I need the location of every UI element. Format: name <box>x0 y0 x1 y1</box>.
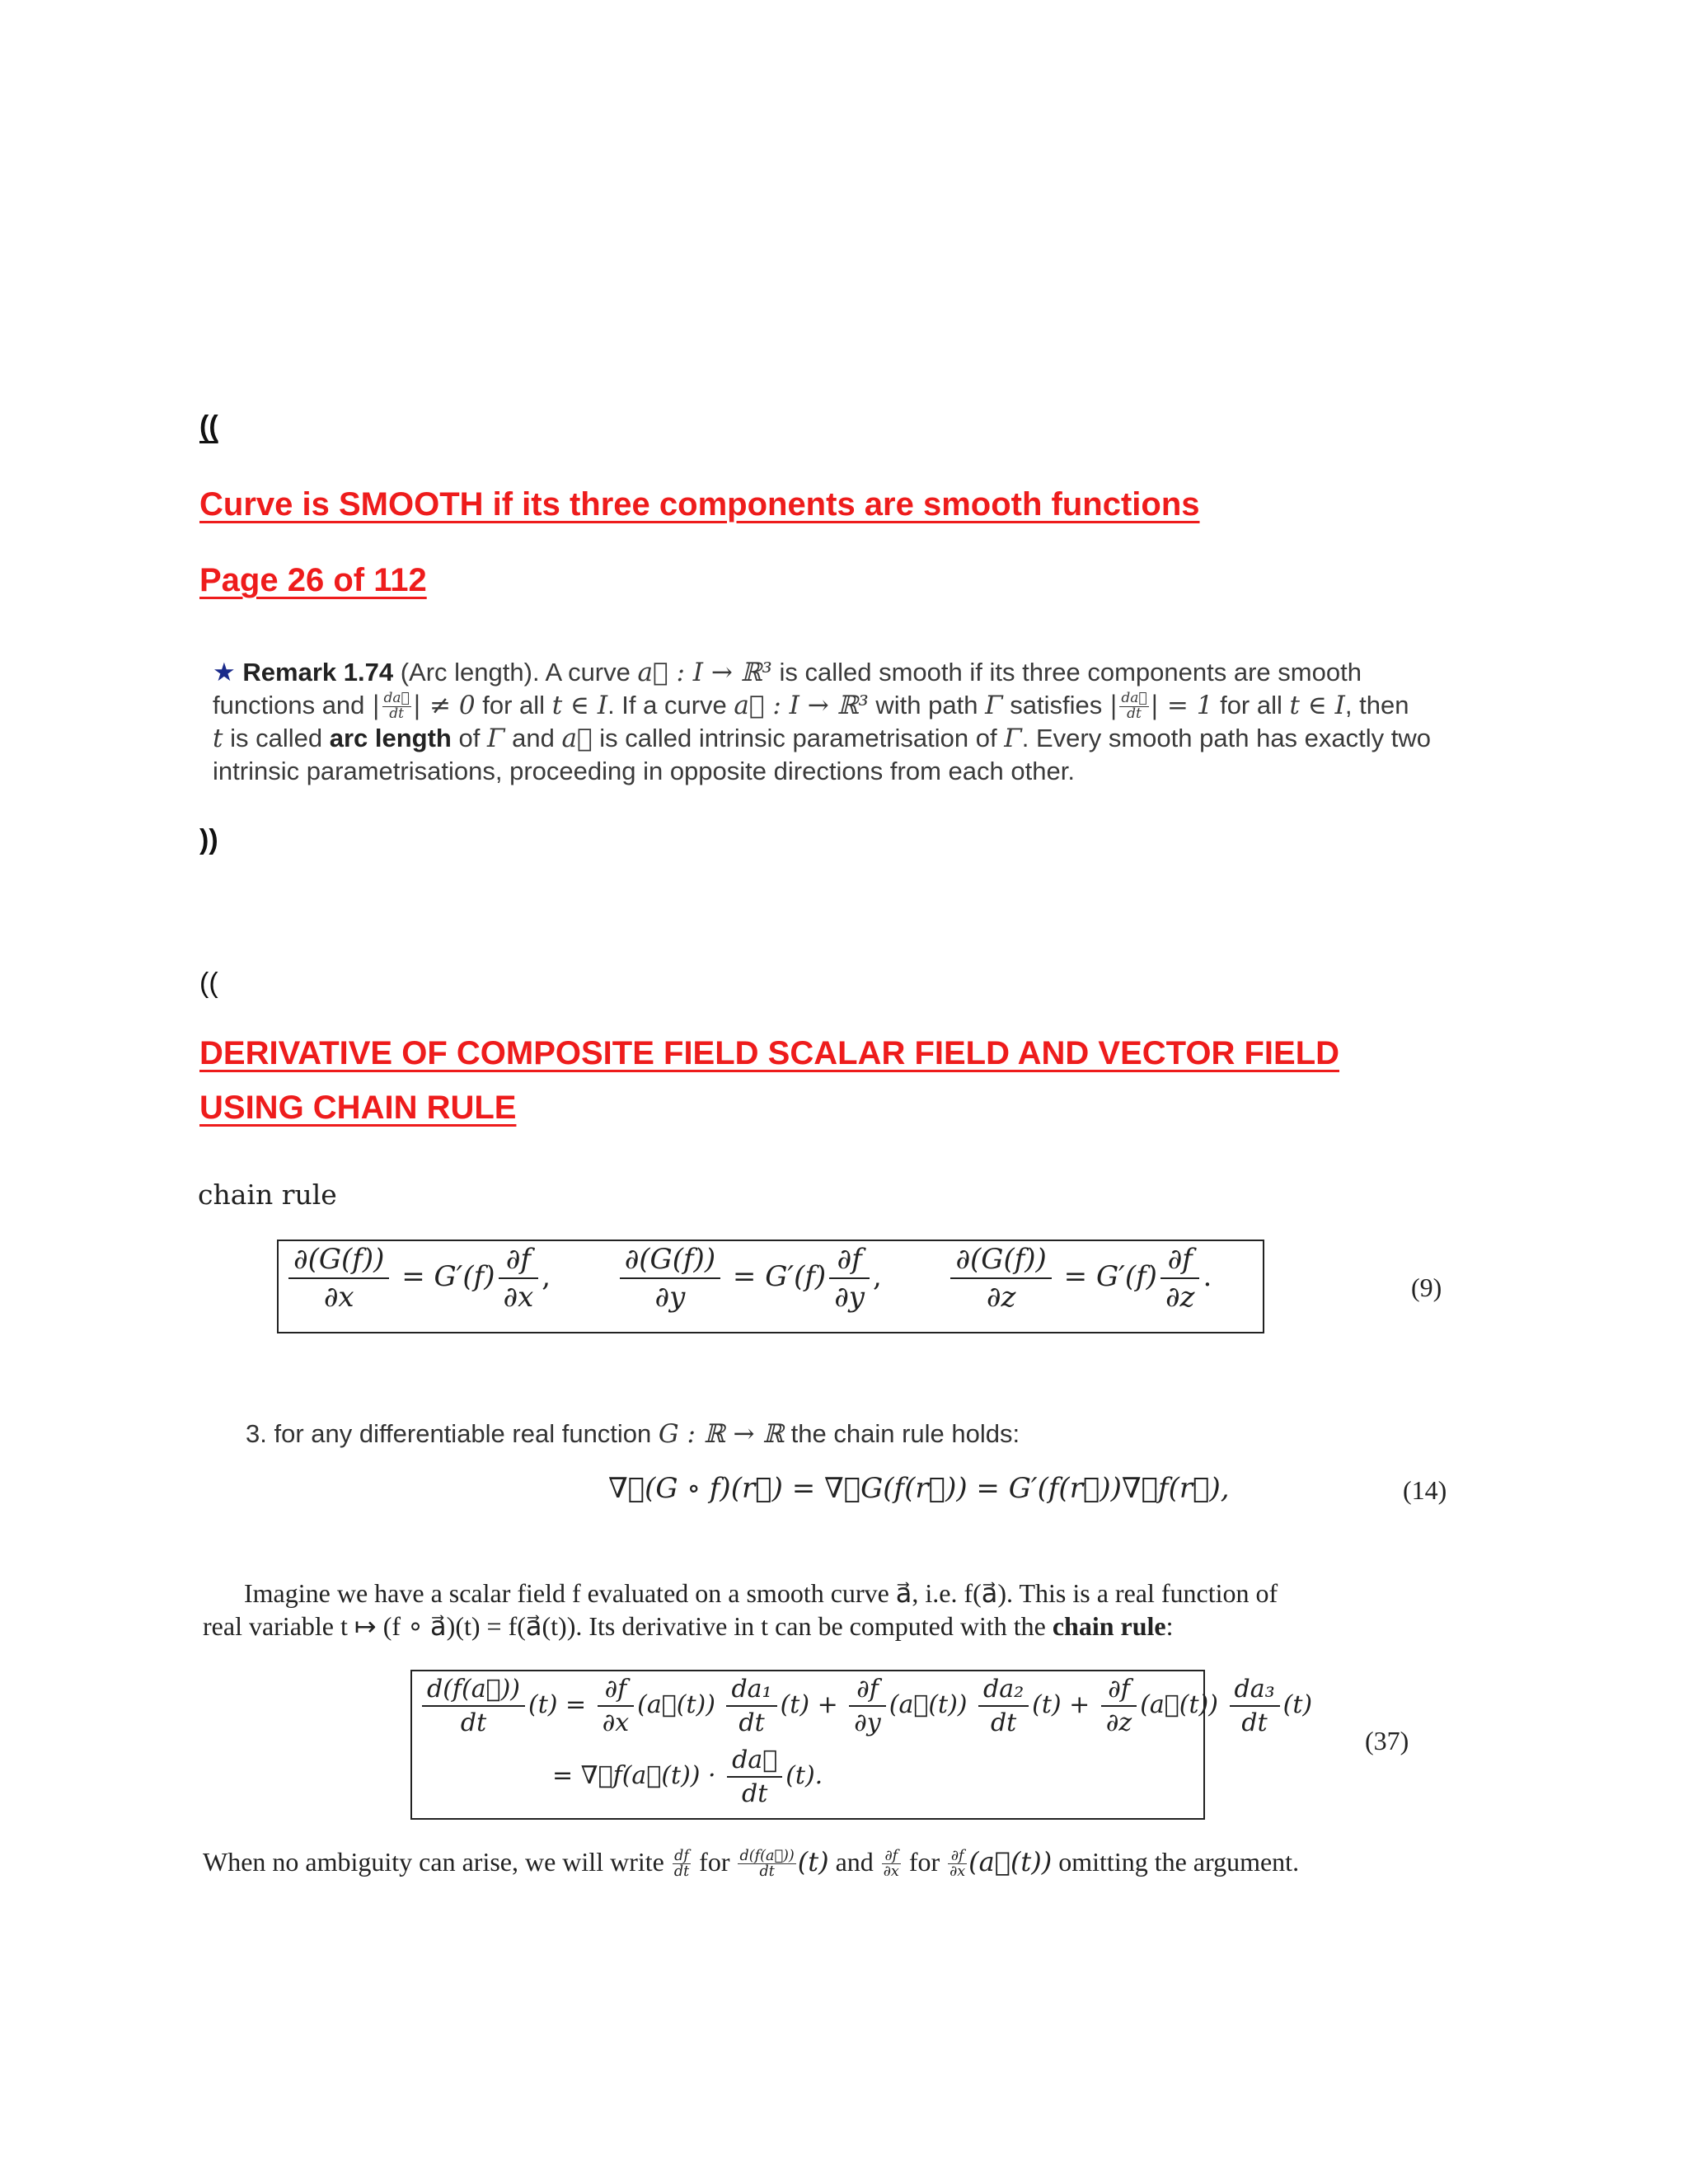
remark-t12: and <box>512 724 555 752</box>
math-gamma-2: Γ <box>486 724 505 753</box>
final-e: omitting the argument. <box>1058 1847 1300 1877</box>
remark-t10: is called <box>230 724 323 752</box>
equation-37-number: (37) <box>1365 1726 1409 1755</box>
remark-t2: is called smooth if its three components are smooth <box>779 658 1362 687</box>
math-t-in-i-2: t ∈ I <box>1289 691 1345 720</box>
remark-t14: . Every smooth path has exactly two <box>1021 724 1432 752</box>
final-d: for <box>908 1847 940 1877</box>
remark-line-3 <box>213 722 1482 755</box>
chain-rule-label: chain rule <box>198 1179 337 1211</box>
heading-derivative-composite: DERIVATIVE OF COMPOSITE FIELD SCALAR FIELD AND VECTOR FIELD <box>199 1035 1340 1071</box>
math-curve-map: a⃗ : I → ℝ³ <box>637 658 772 687</box>
math-nonzero-derivative: | $\frac{da⃗}{dt}$ | ≠ 0 <box>372 690 476 722</box>
imagine-line-2a: real variable t ↦ (f ∘ a⃗)(t) = f(a⃗(t)). Its derivative in t can be computed with the <box>203 1611 1046 1641</box>
final-a: When no ambiguity can arise, we will write <box>203 1847 664 1877</box>
math-t-in-i: t ∈ I <box>551 691 608 720</box>
item-3-text-b: the chain rule holds: <box>790 1419 1020 1448</box>
math-a-vec: a⃗ <box>561 724 593 753</box>
remark-label: Remark 1.74 <box>242 658 394 687</box>
imagine-chain-rule: chain rule <box>1052 1611 1166 1641</box>
equation-37-line-1: $\frac{d(f(a⃗))}{dt}$ (t) = $\frac{\partial f}{\partial x}$ (a⃗(t)) $\frac{\text{da₁}}{dt}$ (t) + $\frac{\partial f}{\partial y}$ (a⃗(t)) $\frac{\text{da₂}}{dt}$ (t) + $\frac{\partial f}{\partial z}$ (a⃗(t)) $\frac{\text{da₃}}{dt}$ (t) <box>419 1675 1312 1737</box>
remark-t5: . If a curve <box>607 691 727 719</box>
item-3-text <box>246 1419 1020 1449</box>
open-paren-1: (( <box>199 410 218 442</box>
remark-1-74 <box>213 656 1482 788</box>
remark-line-1 <box>213 656 1482 689</box>
remark-line-2 <box>213 689 1482 722</box>
heading-smooth-curve: Curve is SMOOTH if its three components are smooth functions <box>199 486 1200 523</box>
open-paren-2: (( <box>199 968 218 999</box>
remark-t3: functions and <box>213 691 365 719</box>
math-partial-f: $\frac{\partial f}{\partial x}$ <box>883 1847 899 1880</box>
math-gamma: Γ <box>985 691 1003 720</box>
math-dfa-dt: $\frac{d(f(a⃗))}{dt}$ (t) <box>739 1846 829 1880</box>
remark-t8: for all <box>1220 691 1282 719</box>
remark-arc-length: arc length <box>329 724 452 752</box>
heading-chain-rule: USING CHAIN RULE <box>199 1090 517 1126</box>
close-paren-1: )) <box>199 824 218 855</box>
math-gamma-3: Γ <box>1004 724 1022 753</box>
imagine-line-2 <box>203 1610 1174 1642</box>
math-partial-f-at: $\frac{\partial f}{\partial x}$ (a⃗(t)) <box>950 1846 1053 1880</box>
remark-t11: of <box>458 724 481 752</box>
remark-t7: satisfies <box>1010 691 1103 719</box>
final-b: for <box>699 1847 730 1877</box>
final-line <box>203 1846 1299 1879</box>
star-icon: ★ <box>213 658 236 687</box>
math-g-r-to-r: G : ℝ → ℝ <box>658 1419 785 1449</box>
remark-t13: is called intrinsic parametrisation of <box>599 724 997 752</box>
remark-t6: with path <box>875 691 978 719</box>
equation-9: $\frac{\partial(G(f))}{\partial x}$ = G′(f) $\frac{\partial f}{\partial x}$ , $\frac{\partial(G(f))}{\partial y}$ = G′(f) $\frac{\partial f}{\partial y}$ , $\frac{\partial(G(f))}{\partial z}$ = G′(f) $\frac{\partial f}{\partial z}$ . <box>285 1243 1212 1314</box>
remark-line-4: intrinsic parametrisations, proceeding in opposite directions from each other. <box>213 757 1075 785</box>
page-reference: Page 26 of 112 <box>199 562 427 598</box>
remark-t9: , then <box>1344 691 1409 719</box>
equation-37-line-2: = ∇⃗f(a⃗(t)) · $\frac{da⃗}{dt}$ (t). <box>552 1746 823 1808</box>
imagine-line-2c: : <box>1165 1611 1174 1641</box>
math-unit-speed: | $\frac{da⃗}{dt}$ | = 1 <box>1109 690 1213 722</box>
math-df-dt: $\frac{df}{dt}$ <box>673 1847 690 1880</box>
remark-t1: A curve <box>545 658 631 687</box>
remark-t4: for all <box>482 691 546 719</box>
math-t: t <box>213 724 223 753</box>
item-3-text-a: 3. for any differentiable real function <box>246 1419 652 1448</box>
final-c: and <box>835 1847 874 1877</box>
math-curve-map-2: a⃗ : I → ℝ³ <box>734 691 869 720</box>
equation-14: ∇⃗(G ∘ f)(r⃗) = ∇⃗G(f(r⃗)) = G′(f(r⃗))∇⃗f(r⃗), <box>608 1472 1230 1505</box>
remark-title: (Arc length). <box>400 658 540 687</box>
equation-9-number: (9) <box>1411 1272 1442 1302</box>
imagine-line-1: Imagine we have a scalar field f evaluated on a smooth curve a⃗, i.e. f(a⃗). This is a real function of <box>244 1578 1278 1608</box>
equation-14-number: (14) <box>1403 1475 1447 1505</box>
